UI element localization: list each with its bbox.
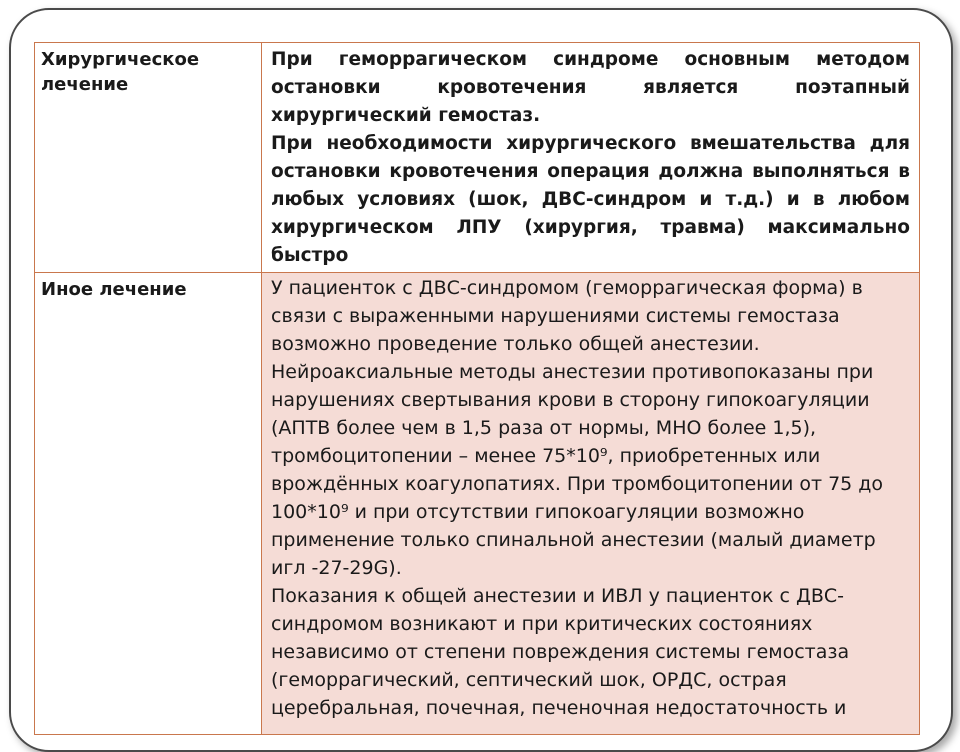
row-content-surgical <box>262 43 920 273</box>
other-paragraph-1: У пациенток с ДВС-синдромом (геморрагическая форма) в связи с выраженными нарушениями системы гемостаза возможно проведение только общей анестезии. <box>271 277 863 355</box>
other-paragraph-3: Показания к общей анестезии и ИВЛ у пациенток с ДВС-синдромом возникают и при критических состояниях независимо от степени повреждения системы гемостаза (геморрагический, септический шок, ОРДС, острая церебральная, почечная, печеночная недостаточность и <box>271 585 850 719</box>
row-label-surgical: Хирургическое лечение <box>35 43 262 273</box>
table-row <box>35 273 920 735</box>
treatment-table <box>34 42 920 735</box>
row-label-other: Иное лечение <box>35 273 262 735</box>
table-row <box>35 43 920 273</box>
treatment-table-wrapper <box>34 42 920 735</box>
row-content-other <box>262 273 920 735</box>
surgical-paragraph-2: При необходимости хирургического вмешательства для остановки кровотечения операция должна выполняться в любых условиях (шок, ДВС-синдром и т.д.) и в любом хирургическом ЛПУ (хирургия, травма) максимально быстро <box>271 133 910 266</box>
surgical-paragraph-1: При геморрагическом синдроме основным методом остановки кровотечения является поэтапный хирургический гемостаз. <box>271 49 910 126</box>
other-paragraph-2: Нейроаксиальные методы анестезии противопоказаны при нарушениях свертывания крови в сторону гипокоагуляции (АПТВ более чем в 1,5 раза от нормы, МНО более 1,5), тромбоцитопении – менее 75*10⁹, приобретенных или врождённых коагулопатиях. При тромбоцитопении от 75 до 100*10⁹ и при отсутствии гипокоагуляции возможно применение только спинальной анестезии (малый диаметр игл -27-29G). <box>271 361 884 579</box>
